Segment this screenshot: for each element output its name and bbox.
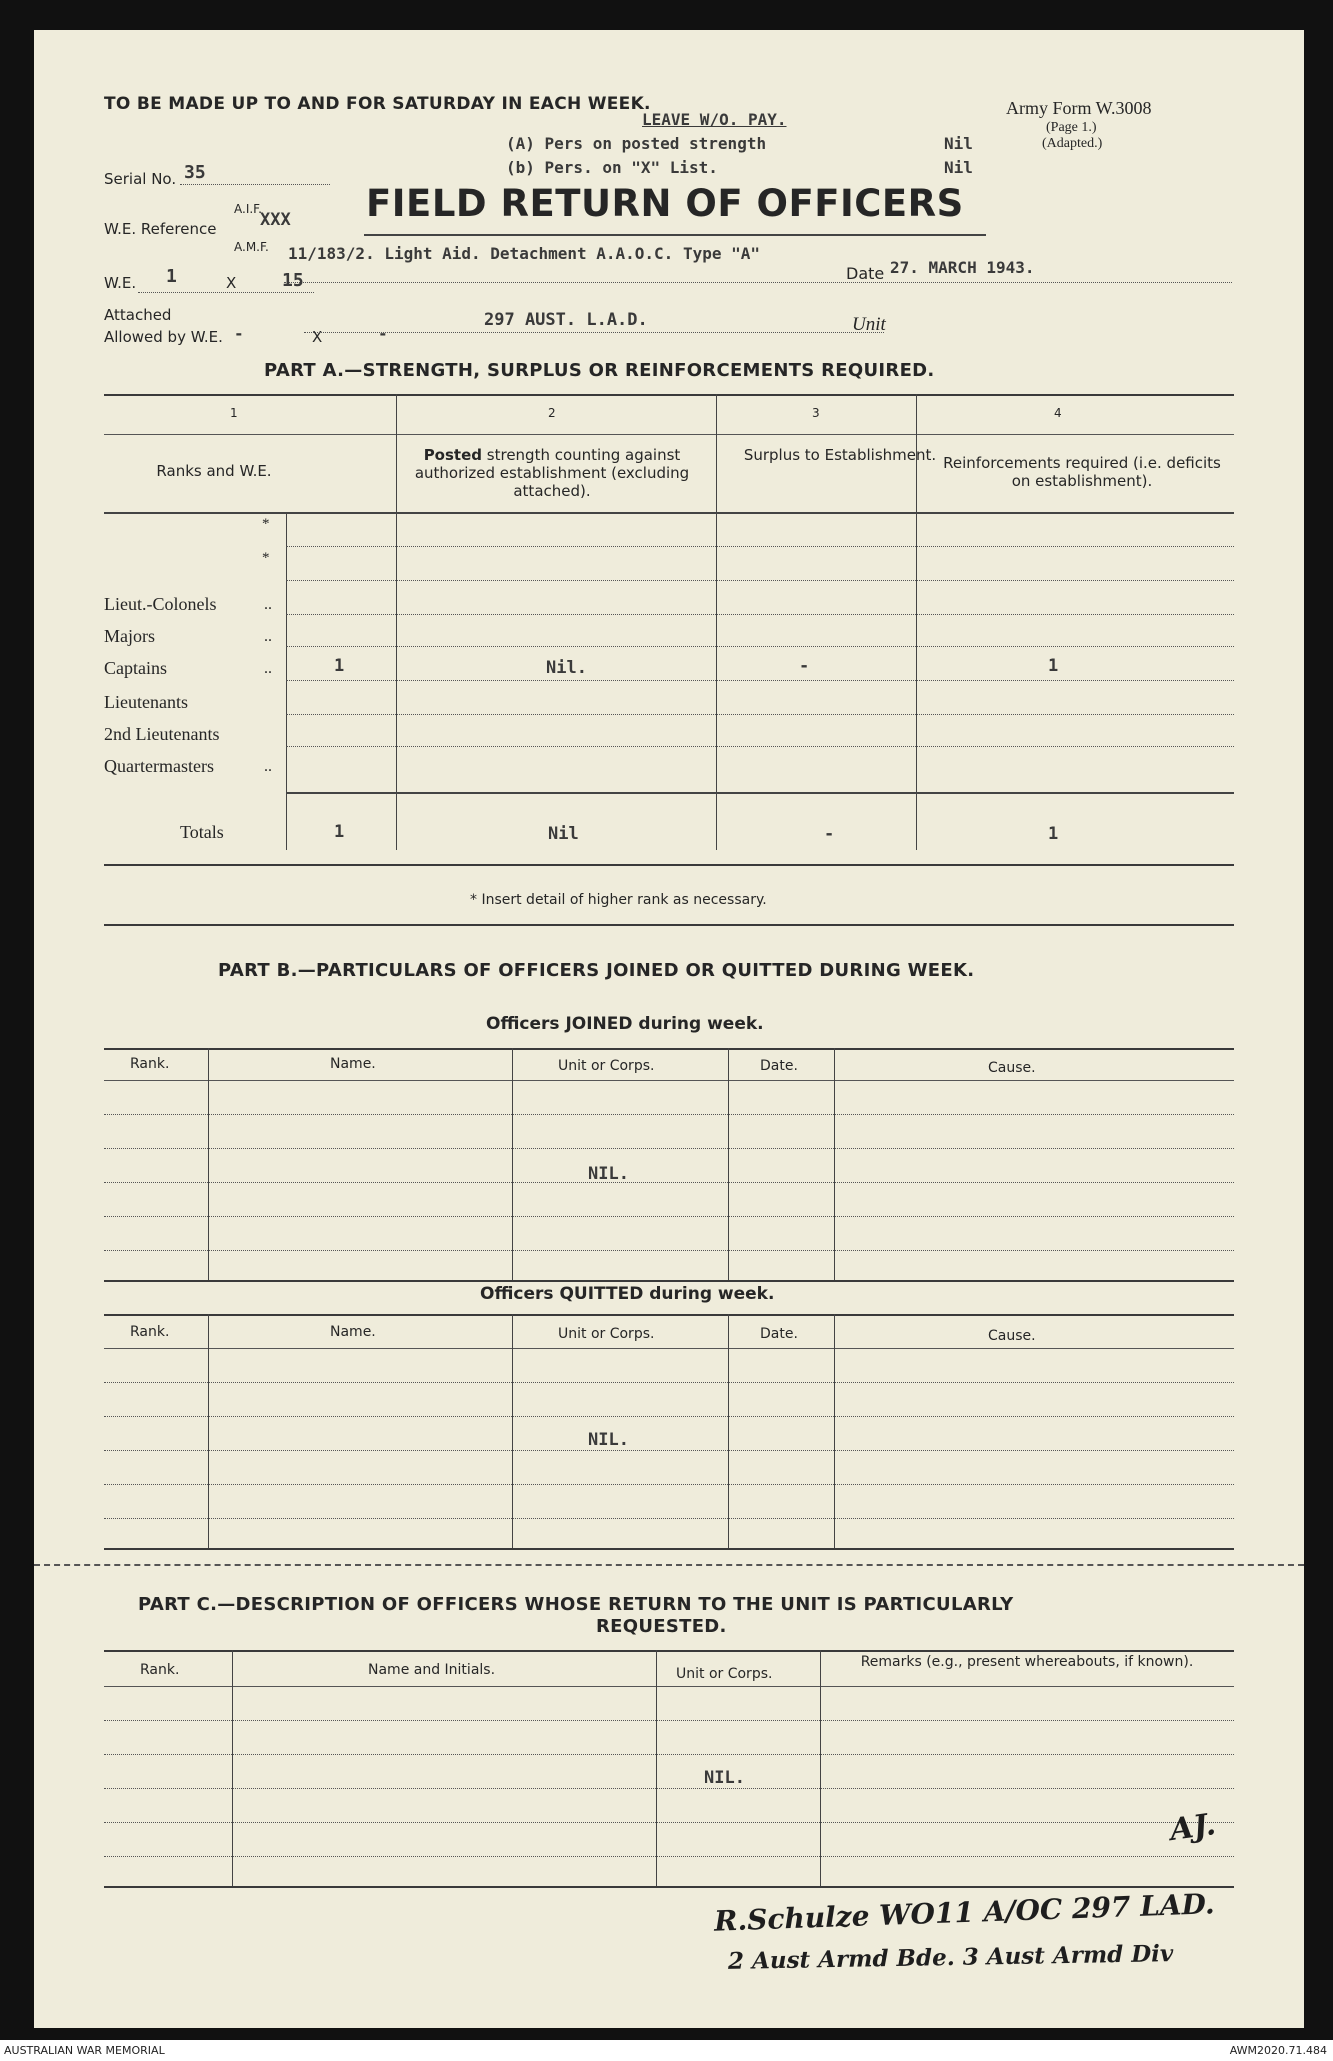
quitted-row-rule bbox=[104, 1416, 1234, 1417]
joined-nil: NIL. bbox=[588, 1164, 629, 1184]
part-c-row-rule bbox=[104, 1822, 1234, 1823]
part-c-col-unit: Unit or Corps. bbox=[676, 1666, 773, 1682]
quitted-header-rule bbox=[104, 1348, 1234, 1349]
part-c-divider bbox=[656, 1650, 657, 1886]
quitted-title: Officers QUITTED during week. bbox=[480, 1284, 775, 1304]
part-c-col-remarks: Remarks (e.g., present whereabouts, if known). bbox=[860, 1654, 1194, 1670]
joined-row-rule bbox=[104, 1148, 1234, 1149]
part-c-col-rank: Rank. bbox=[140, 1662, 180, 1678]
quitted-row-rule bbox=[104, 1450, 1234, 1451]
captains-we: 1 bbox=[334, 656, 345, 676]
star-row-2: * bbox=[262, 550, 270, 566]
aif-value: XXX bbox=[260, 210, 291, 230]
part-a-title: PART A.—STRENGTH, SURPLUS OR REINFORCEMENTS REQUIRED. bbox=[264, 360, 935, 381]
part-c-divider bbox=[820, 1650, 821, 1886]
rank-2nd-lieutenants: 2nd Lieutenants bbox=[104, 724, 220, 744]
we-label: W.E. bbox=[104, 274, 137, 292]
we-line bbox=[138, 292, 314, 293]
row-rule bbox=[286, 746, 1234, 747]
col-divider-3 bbox=[916, 394, 917, 850]
rank-majors: Majors bbox=[104, 626, 155, 646]
header-bottom-rule bbox=[104, 512, 1234, 514]
leave-line-a: (A) Pers on posted strength bbox=[506, 134, 767, 153]
col-number-1: 1 bbox=[230, 406, 238, 420]
we-value-2: 15 bbox=[282, 270, 304, 291]
number-row-rule bbox=[104, 434, 1234, 435]
joined-title: Officers JOINED during week. bbox=[486, 1014, 764, 1034]
quitted-col-date: Date. bbox=[760, 1326, 798, 1342]
captains-reinforcements: 1 bbox=[1048, 656, 1059, 676]
part-a-top-rule bbox=[104, 394, 1234, 396]
part-c-header-rule bbox=[104, 1686, 1234, 1687]
form-sheet bbox=[34, 30, 1304, 2028]
part-a-end-rule bbox=[104, 924, 1234, 926]
quitted-divider bbox=[208, 1314, 209, 1548]
joined-divider bbox=[834, 1048, 835, 1280]
leave-line-b: (b) Pers. on "X" List. bbox=[506, 158, 718, 177]
quitted-bottom-rule bbox=[104, 1548, 1234, 1550]
totals-we: 1 bbox=[334, 822, 345, 842]
col-number-4: 4 bbox=[1054, 406, 1062, 420]
totals-top-rule bbox=[286, 792, 1234, 794]
date-value: 27. MARCH 1943. bbox=[890, 258, 1035, 277]
row-rule bbox=[286, 580, 1234, 581]
part-c-divider bbox=[232, 1650, 233, 1886]
serial-label: Serial No. bbox=[104, 170, 177, 188]
col2-header-rest: strength counting against authorized establishment (excluding attached). bbox=[414, 446, 690, 500]
rank-captains: Captains bbox=[104, 658, 167, 678]
joined-divider bbox=[512, 1048, 513, 1280]
col-divider-2 bbox=[716, 394, 717, 850]
star-row-1: * bbox=[262, 516, 270, 532]
quitted-col-rank: Rank. bbox=[130, 1324, 170, 1340]
col-number-3: 3 bbox=[812, 406, 820, 420]
joined-col-name: Name. bbox=[330, 1056, 376, 1072]
quitted-col-cause: Cause. bbox=[988, 1328, 1036, 1344]
attached-label: Attached bbox=[104, 306, 172, 324]
leave-heading: LEAVE W/O. PAY. bbox=[642, 110, 787, 129]
leave-line-a-value: Nil bbox=[944, 134, 973, 153]
part-c-nil: NIL. bbox=[704, 1768, 745, 1788]
we-reference-label: W.E. Reference bbox=[104, 220, 217, 238]
rank-dots: .. bbox=[264, 628, 272, 645]
rank-lieutenants: Lieutenants bbox=[104, 692, 188, 712]
part-c-top-rule bbox=[104, 1650, 1234, 1652]
quitted-row-rule bbox=[104, 1518, 1234, 1519]
part-b-title: PART B.—PARTICULARS OF OFFICERS JOINED OR QUITTED DURING WEEK. bbox=[218, 960, 975, 981]
leave-line-b-value: Nil bbox=[944, 158, 973, 177]
part-c-row-rule bbox=[104, 1720, 1234, 1721]
joined-col-unit: Unit or Corps. bbox=[558, 1058, 655, 1074]
part-a-footnote: * Insert detail of higher rank as necessary. bbox=[470, 892, 767, 908]
col-divider-1 bbox=[396, 394, 397, 850]
col4-header: Reinforcements required (i.e. deficits on establishment). bbox=[943, 454, 1221, 490]
joined-row-rule bbox=[104, 1216, 1234, 1217]
rank-lieut-colonels: Lieut.-Colonels bbox=[104, 594, 217, 614]
part-c-col-name: Name and Initials. bbox=[368, 1662, 496, 1678]
col-number-2: 2 bbox=[548, 406, 556, 420]
quitted-row-rule bbox=[104, 1382, 1234, 1383]
serial-line bbox=[180, 184, 330, 185]
handwritten-initials: AJ. bbox=[1167, 1806, 1218, 1849]
allowed-value-2: - bbox=[378, 324, 388, 343]
row-rule bbox=[286, 546, 1234, 547]
signature-line-1: R.Schulze WO11 A/OC 297 LAD. bbox=[713, 1887, 1216, 1938]
rank-dots: .. bbox=[264, 660, 272, 677]
rank-dots: .. bbox=[264, 758, 272, 775]
quitted-nil: NIL. bbox=[588, 1430, 629, 1450]
totals-label: Totals bbox=[180, 822, 224, 842]
quitted-divider bbox=[512, 1314, 513, 1548]
captains-surplus: - bbox=[799, 656, 810, 676]
page-number: (Page 1.) bbox=[1046, 120, 1097, 135]
date-label: Date bbox=[846, 264, 885, 283]
aif-label: A.I.F. bbox=[234, 202, 262, 216]
unit-value: 297 AUST. L.A.D. bbox=[484, 310, 648, 330]
serial-value: 35 bbox=[184, 162, 206, 183]
joined-header-rule bbox=[104, 1080, 1234, 1081]
quitted-top-rule bbox=[104, 1314, 1234, 1316]
row-rule bbox=[286, 646, 1234, 647]
quitted-divider bbox=[834, 1314, 835, 1548]
army-form-number: Army Form W.3008 bbox=[1006, 98, 1152, 118]
signature-line-2: 2 Aust Armd Bde. 3 Aust Armd Div bbox=[727, 1940, 1174, 1975]
joined-col-date: Date. bbox=[760, 1058, 798, 1074]
joined-divider bbox=[208, 1048, 209, 1280]
we-divider bbox=[286, 512, 287, 850]
amf-value: 11/183/2. Light Aid. Detachment A.A.O.C. Type "A" bbox=[288, 244, 761, 263]
part-c-row-rule bbox=[104, 1856, 1234, 1857]
allowed-value-1: - bbox=[234, 324, 244, 343]
we-value-1: 1 bbox=[166, 266, 177, 287]
amf-label: A.M.F. bbox=[234, 240, 269, 254]
part-c-row-rule bbox=[104, 1754, 1234, 1755]
part-c-title-line1: PART C.—DESCRIPTION OF OFFICERS WHOSE RETURN TO THE UNIT IS PARTICULARLY bbox=[138, 1594, 1014, 1615]
form-instruction: TO BE MADE UP TO AND FOR SATURDAY IN EACH WEEK. bbox=[104, 94, 651, 114]
archive-footer bbox=[0, 2040, 1333, 2061]
unit-line bbox=[304, 332, 884, 333]
joined-top-rule bbox=[104, 1048, 1234, 1050]
captains-posted: Nil. bbox=[546, 658, 587, 678]
joined-row-rule bbox=[104, 1182, 1234, 1183]
joined-col-rank: Rank. bbox=[130, 1056, 170, 1072]
joined-row-rule bbox=[104, 1114, 1234, 1115]
joined-bottom-rule bbox=[104, 1280, 1234, 1282]
allowed-label: Allowed by W.E. bbox=[104, 328, 223, 346]
col1-header: Ranks and W.E. bbox=[156, 462, 272, 480]
row-rule bbox=[286, 714, 1234, 715]
joined-col-cause: Cause. bbox=[988, 1060, 1036, 1076]
rank-quartermasters: Quartermasters bbox=[104, 756, 214, 776]
amf-line bbox=[284, 282, 1232, 283]
totals-surplus: - bbox=[824, 824, 835, 844]
quitted-divider bbox=[728, 1314, 729, 1548]
quitted-col-name: Name. bbox=[330, 1324, 376, 1340]
footer-accession: AWM2020.71.484 bbox=[1229, 2044, 1327, 2057]
adapted-note: (Adapted.) bbox=[1042, 136, 1103, 151]
part-c-title-line2: REQUESTED. bbox=[596, 1616, 727, 1637]
perforation-line bbox=[34, 1564, 1304, 1566]
part-a-bottom-rule bbox=[104, 864, 1234, 866]
totals-posted: Nil bbox=[548, 824, 579, 844]
totals-reinforcements: 1 bbox=[1048, 824, 1059, 844]
footer-institution: AUSTRALIAN WAR MEMORIAL bbox=[4, 2044, 165, 2057]
rank-dots: .. bbox=[264, 596, 272, 613]
quitted-col-unit: Unit or Corps. bbox=[558, 1326, 655, 1342]
col3-header: Surplus to Establishment. bbox=[743, 446, 937, 464]
joined-divider bbox=[728, 1048, 729, 1280]
part-c-row-rule bbox=[104, 1788, 1234, 1789]
row-rule bbox=[286, 614, 1234, 615]
we-x: X bbox=[226, 274, 237, 292]
allowed-x: X bbox=[312, 328, 323, 346]
unit-label: Unit bbox=[852, 314, 886, 335]
col2-header-bold: Posted bbox=[423, 446, 482, 464]
row-rule bbox=[286, 680, 1234, 681]
title-underline bbox=[364, 234, 986, 236]
form-title: FIELD RETURN OF OFFICERS bbox=[366, 182, 964, 225]
quitted-row-rule bbox=[104, 1484, 1234, 1485]
part-c-bottom-rule bbox=[104, 1886, 1234, 1888]
col2-header bbox=[410, 446, 694, 500]
joined-row-rule bbox=[104, 1250, 1234, 1251]
